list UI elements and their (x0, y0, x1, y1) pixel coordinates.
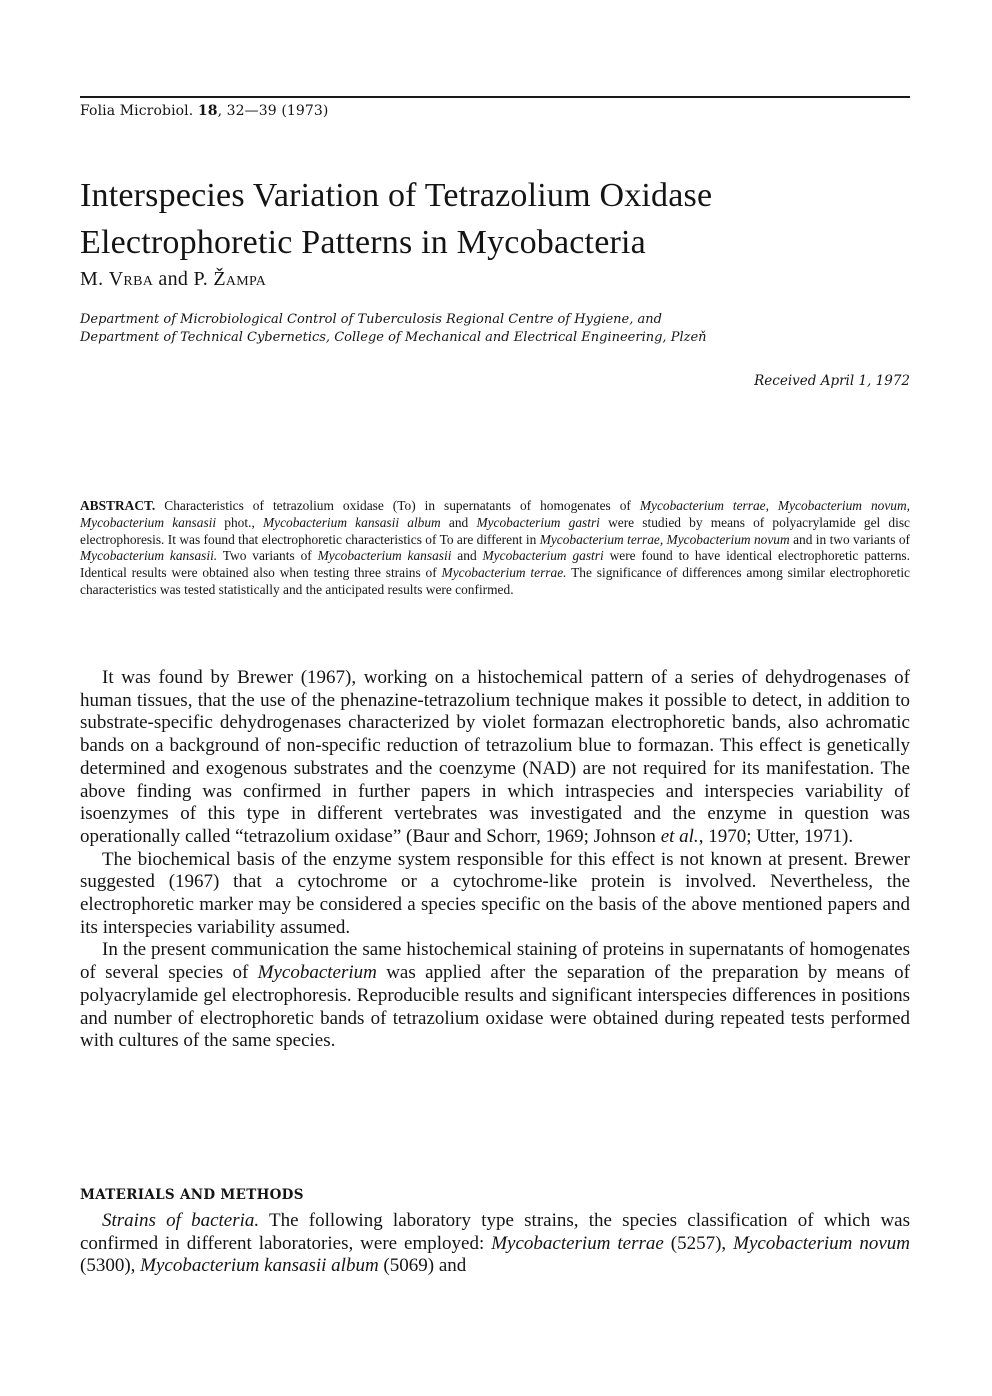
journal-pages-year: , 32—39 (1973) (217, 103, 329, 119)
header-rule (80, 96, 910, 98)
abstract-species: Mycobacterium kansasii album (262, 514, 441, 530)
methods-species: Mycobacterium novum (733, 1232, 910, 1254)
methods-text: (5069) and (378, 1255, 467, 1277)
journal-citation (80, 103, 329, 119)
paragraph-italic: Mycobacterium (257, 962, 377, 984)
journal-volume: 18 (197, 103, 218, 119)
authors (80, 268, 266, 291)
paragraph-1 (80, 667, 910, 849)
methods-subheading: Strains of bacteria. (102, 1210, 260, 1231)
abstract-text: and (451, 548, 483, 564)
author-2-initial: P. (193, 268, 214, 290)
abstract-species: Mycobacterium terrae, Mycobacterium novum, Mycobacterium kansasii (80, 498, 910, 530)
received-date: Received April 1, 1972 (754, 373, 910, 389)
methods-text: The following laboratory type strains, the species classification of which was confirmed in different laboratories, were employed: (80, 1210, 910, 1254)
author-1-initial: M. (80, 268, 109, 290)
abstract-label: ABSTRACT. (80, 498, 156, 513)
abstract-species: Mycobacterium terrae, Mycobacterium novum (539, 531, 790, 547)
abstract-species: Mycobacterium kansasii. (80, 548, 218, 564)
abstract (80, 498, 910, 599)
abstract-text: were found to have identical electrophoretic patterns. Identical results were obtained also when testing three strains of (80, 548, 910, 581)
journal-name: Folia Microbiol. (80, 103, 194, 119)
paragraph-3 (80, 939, 910, 1053)
abstract-text: Characteristics of tetrazolium oxidase (To) in supernatants of homogenates of (155, 498, 640, 513)
methods-paragraph (80, 1210, 910, 1278)
affiliation (80, 311, 910, 347)
title-line-2: Electrophoretic Patterns in Mycobacteria (80, 224, 646, 261)
abstract-text: Two variants of (217, 548, 318, 564)
paragraph-text: , 1970; Utter, 1971). (698, 825, 854, 847)
abstract-text: were studied by means of polyacrylamide gel disc electrophoresis. It was found that electrophoretic characteristics of To are different in (80, 514, 910, 547)
affiliation-line-2: Department of Technical Cybernetics, College of Mechanical and Electrical Engineering, Plzeň (80, 330, 707, 345)
paper-title (80, 172, 910, 266)
paragraph-text: In the present communication the same histochemical staining of proteins in supernatants of homogenates of several species of (80, 939, 910, 984)
paragraph-text: It was found by Brewer (1967), working on a histochemical pattern of a series of dehydrogenases of human tissues, that the use of the phenazine-tetrazolium technique makes it possible to detect, in addition to substrate-specific dehydrogenases characterized by violet formazan electrophoretic bands, also achromatic bands on a background of non-specific reduction of tetrazolium blue to formazan. This effect is genetically determined and exogenous substrates and the coenzyme (NAD) are not required for its manifestation. The above finding was confirmed in further papers in which intraspecies and interspecies variability of isoenzymes of this type in different vertebrates was investigated and the enzyme in question was operationally called “tetrazolium oxidase” (Baur and Schorr, 1969; Johnson (80, 667, 910, 847)
affiliation-line-1: Department of Microbiological Control of Tuberculosis Regional Centre of Hygiene, and (80, 312, 662, 327)
abstract-text: and (440, 514, 477, 530)
author-1-name: Vrba (108, 268, 154, 290)
title-line-1: Interspecies Variation of Tetrazolium Oxidase (80, 177, 713, 214)
methods-text: (5300), (80, 1255, 141, 1277)
body-text (80, 667, 910, 1053)
abstract-text: phot., (216, 514, 263, 530)
methods-species: Mycobacterium kansasii album (140, 1255, 379, 1277)
abstract-species: Mycobacterium gastri (476, 514, 600, 530)
abstract-text: and in two variants of (789, 531, 910, 547)
paragraph-text: was applied after the separation of the preparation by means of polyacrylamide gel electrophoresis. Reproducible results and significant interspecies differences in positions and number of electrophoretic bands of tetrazolium oxidase were obtained during repeated tests performed with cultures of the same species. (80, 962, 910, 1052)
paragraph-italic: et al. (660, 825, 699, 847)
authors-and: and (153, 268, 194, 290)
methods-text: (5257), (663, 1232, 734, 1254)
abstract-species: Mycobacterium gastri (482, 548, 604, 564)
paragraph-2: The biochemical basis of the enzyme system responsible for this effect is not known at present. Brewer suggested (1967) that a cytochrome or a cytochrome-like protein is involved. Nevertheless, the electrophoretic marker may be considered a species specific on the basis of the above mentioned papers and its interspecies variability assumed. (80, 848, 910, 938)
abstract-species: Mycobacterium terrae. (441, 565, 567, 581)
author-2-name: Žampa (213, 268, 267, 290)
abstract-species: Mycobacterium kansasii (317, 548, 452, 564)
section-heading: MATERIALS AND METHODS (80, 1187, 304, 1203)
methods-species: Mycobacterium terrae (491, 1232, 664, 1254)
abstract-text: The significance of differences among similar electrophoretic characteristics was tested statistically and the anticipated results were confirmed. (80, 565, 911, 597)
